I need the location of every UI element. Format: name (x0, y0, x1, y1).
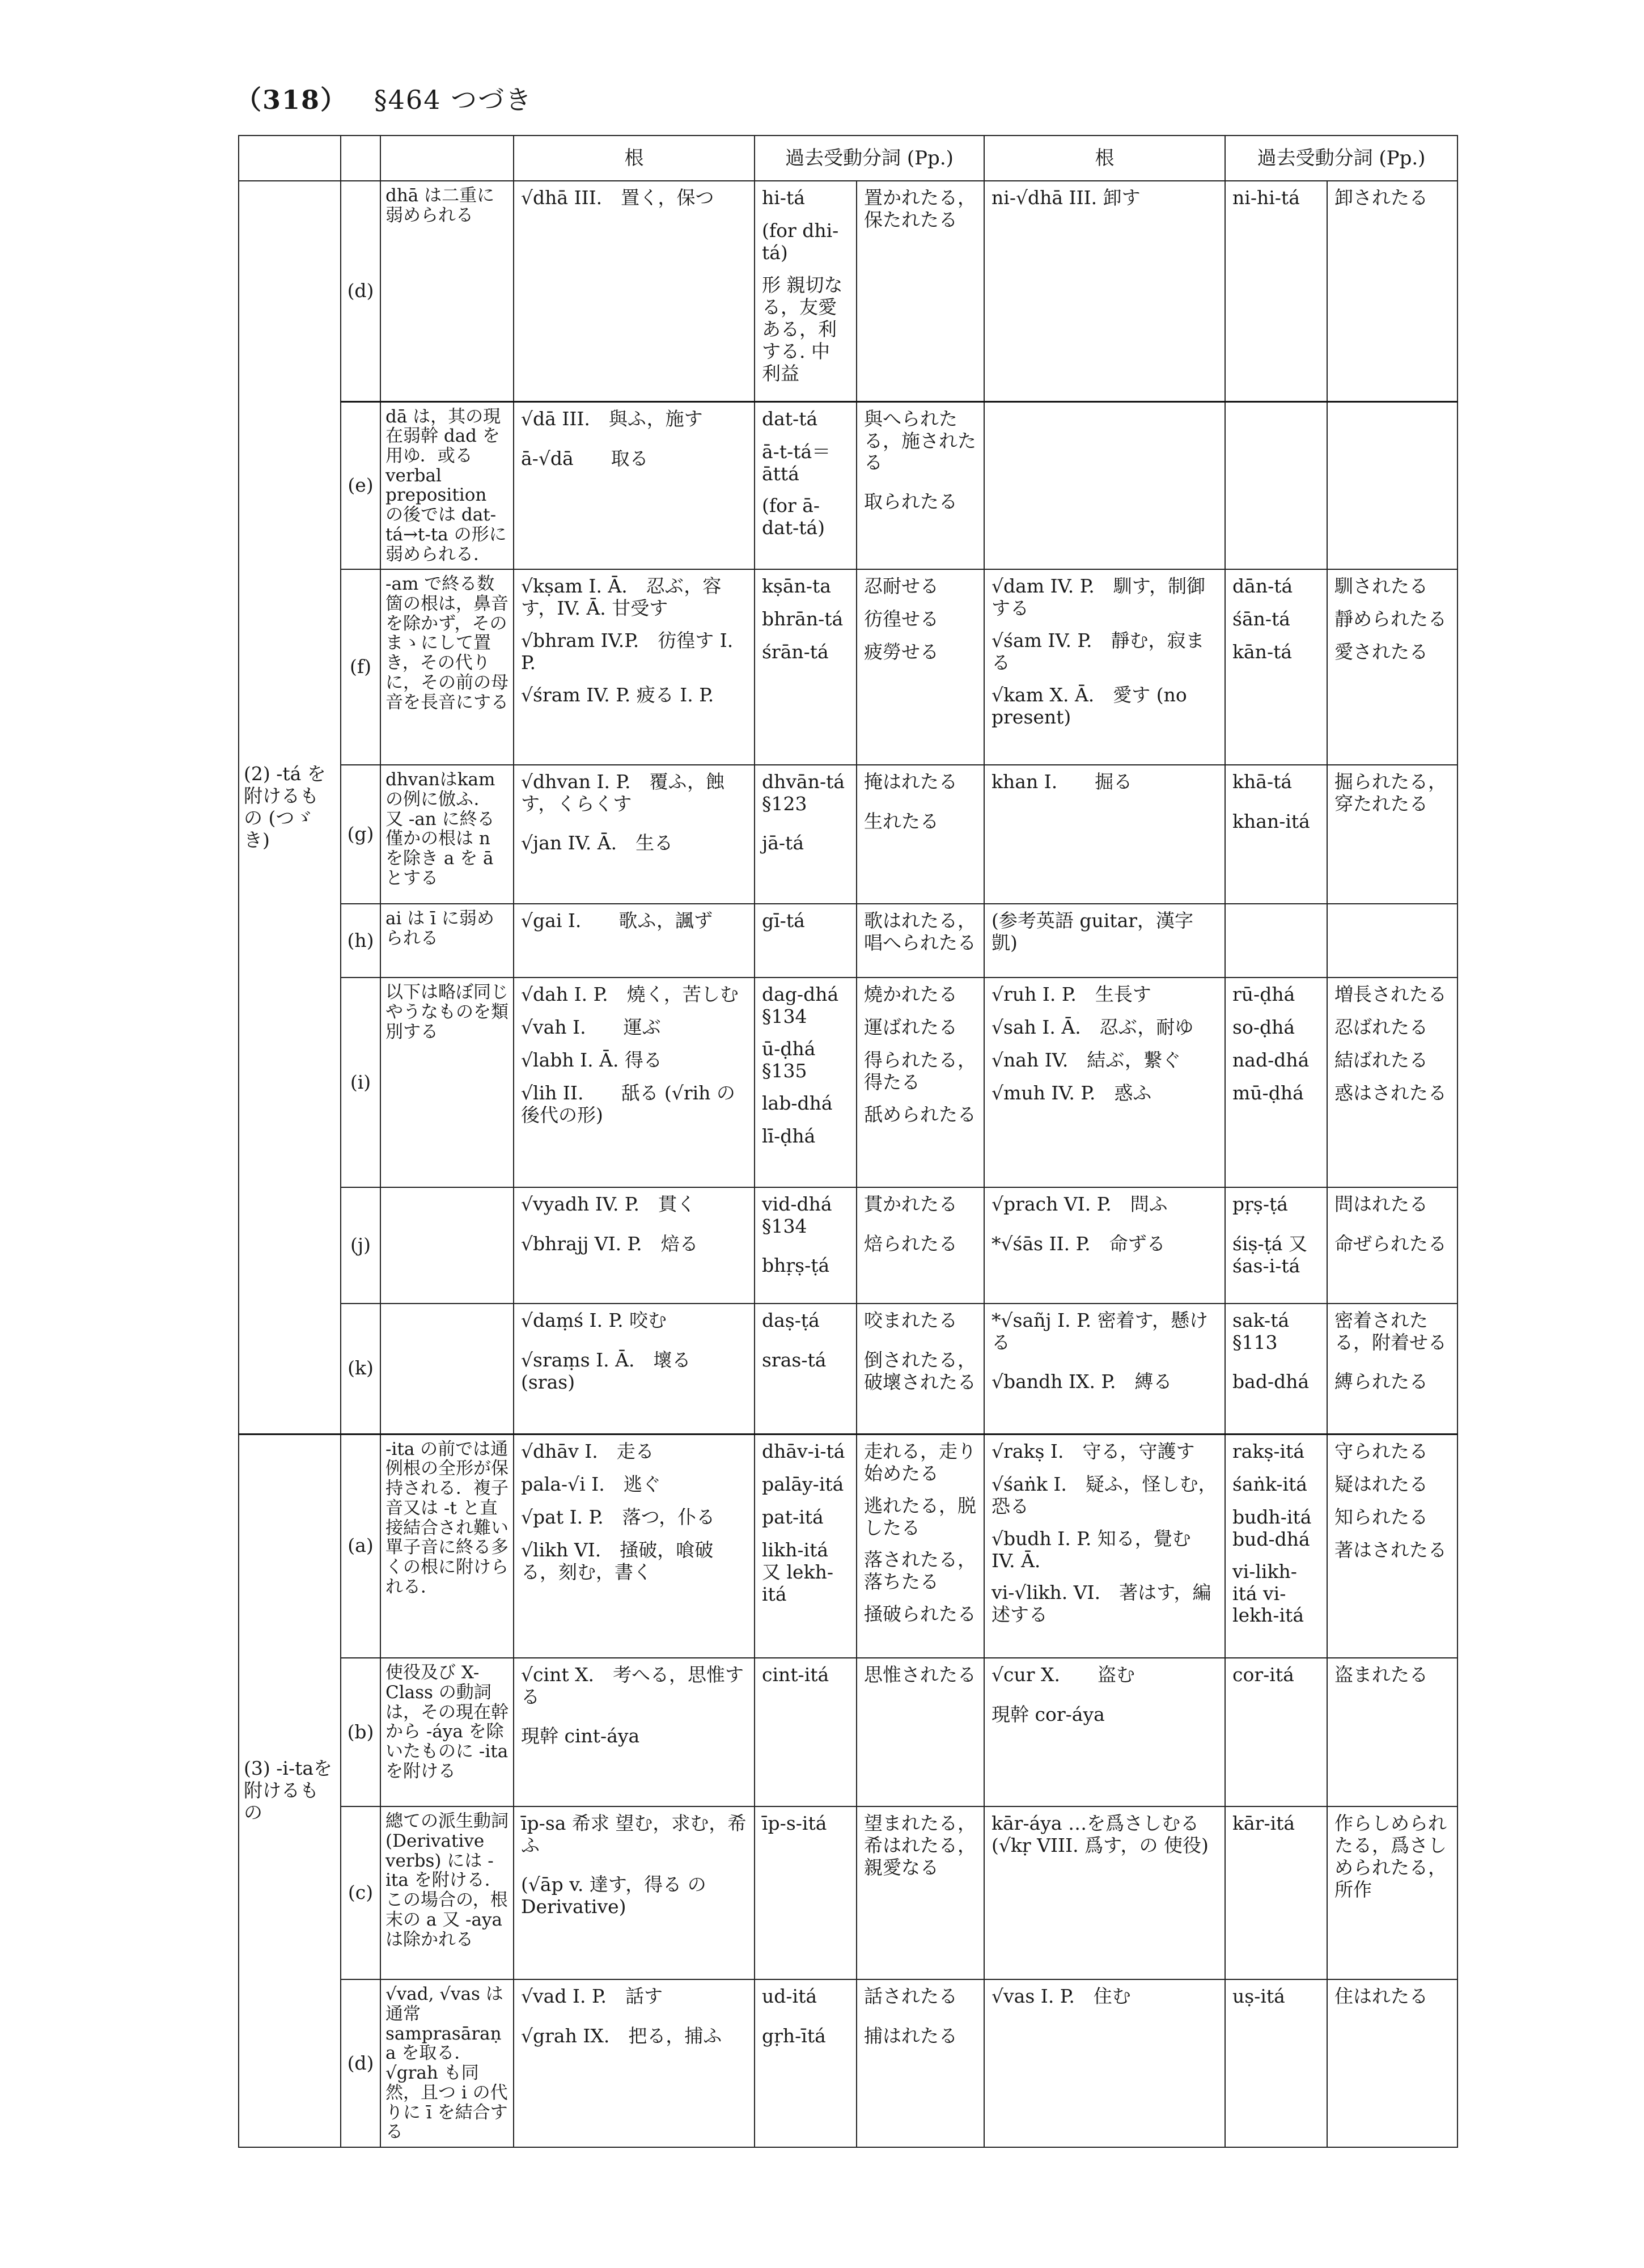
mean-cell (1327, 978, 1457, 1187)
root-cell (514, 1658, 755, 1806)
cell-entry: rū-ḍhá (1232, 983, 1295, 1006)
subsection-label: (k) (341, 1304, 380, 1434)
cell-entry: kār-áya …を爲さしむる (√kṛ VIII. 爲す，の 使役) (992, 1812, 1209, 1857)
pp-cell (1225, 401, 1327, 569)
rule-note: dā は，其の現在弱幹 dad を用ゆ．或る verbal preposition の後では dat-tá→t-ta の形に弱められる． (380, 401, 514, 569)
cell-entry: 惑はされたる (1334, 1082, 1447, 1105)
pp-cell (755, 978, 857, 1187)
subsection-label: (f) (341, 569, 380, 765)
subsection-label: (d) (341, 181, 380, 401)
rule-note: ai は ī に弱められる (380, 904, 514, 978)
cell-entry: √cint X. 考へる，思惟する (521, 1664, 744, 1708)
subsection-label: (g) (341, 765, 380, 904)
cell-entry: ud-itá (762, 1985, 817, 2008)
cell-entry: √vas I. P. 住む (992, 1985, 1131, 2008)
cell-entry: mū-ḍhá (1232, 1082, 1304, 1105)
mean-cell (857, 1434, 984, 1658)
pp-cell (755, 181, 857, 401)
cell-entry: pṛṣ-ṭá (1232, 1193, 1288, 1216)
subsection-label: (h) (341, 904, 380, 978)
cell-entry: 命ぜられたる (1334, 1233, 1447, 1255)
cell-entry: ā-√dā 取る (521, 447, 649, 469)
pp-cell (755, 1979, 857, 2147)
cell-entry: palāy-itá (762, 1472, 844, 1495)
table-row (239, 1806, 1457, 1979)
mean-cell (857, 1187, 984, 1304)
table-header-row (239, 136, 1457, 181)
cell-entry: cint-itá (762, 1664, 829, 1686)
subsection-label: (c) (341, 1806, 380, 1979)
cell-entry: ni-hi-tá (1232, 187, 1300, 209)
pp-cell (755, 1187, 857, 1304)
root-cell (984, 401, 1225, 569)
cell-entry: 増長されたる (1334, 983, 1447, 1006)
cell-entry: √jan IV. Ā. 生る (521, 832, 673, 854)
cell-entry: rakṣ-itá (1232, 1440, 1305, 1462)
mean-cell (857, 978, 984, 1187)
pp-cell (755, 1304, 857, 1434)
pp-cell (755, 904, 857, 978)
cell-entry: budh-itá bud-dhá (1232, 1505, 1312, 1550)
cell-entry: 守られたる (1334, 1440, 1429, 1462)
pp-cell (1225, 1187, 1327, 1304)
mean-cell (1327, 1979, 1457, 2147)
cell-entry: pat-itá (762, 1505, 824, 1528)
mean-cell (1327, 765, 1457, 904)
root-cell (984, 1187, 1225, 1304)
cell-entry: (for dhi-tá) (762, 219, 839, 264)
cell-entry: dhvān-tá §123 (762, 771, 845, 815)
cell-entry: 舐められたる (864, 1103, 976, 1126)
table-row (239, 978, 1457, 1187)
root-cell (514, 1304, 755, 1434)
cell-entry: √muh IV. P. 惑ふ (992, 1082, 1152, 1105)
cell-entry: dag-dhá §134 (762, 983, 839, 1028)
subsection-label: (e) (341, 401, 380, 569)
cell-entry: 生れたる (864, 810, 939, 833)
column-header: 過去受動分詞 (Pp.) (755, 136, 984, 181)
mean-cell (1327, 181, 1457, 401)
cell-entry: ū-ḍhá §135 (762, 1038, 816, 1082)
cell-entry: √vyadh IV. P. 貫く (521, 1193, 696, 1216)
cell-entry: 取られたる (864, 490, 957, 513)
cell-entry: khan-itá (1232, 810, 1310, 833)
mean-cell (857, 1806, 984, 1979)
cell-entry: 現幹 cint-áya (521, 1725, 640, 1747)
table-row (239, 181, 1457, 401)
cell-entry: 著はされたる (1334, 1538, 1447, 1561)
rule-note: √vad, √vas は通常 samprasāraṇa を取る．√grah も同然，且つ i の代りに ī を結合する (380, 1979, 514, 2147)
mean-cell (1327, 1434, 1457, 1658)
cell-entry: 逃れたる，脱したる (864, 1494, 976, 1539)
root-cell (514, 978, 755, 1187)
cell-entry: 掩はれたる (864, 771, 957, 793)
cell-entry: √dā III. 與ふ，施す (521, 407, 703, 430)
pp-cell (1225, 569, 1327, 765)
rule-note: dhvanはkamの例に倣ふ．又 -an に終る僅かの根は n を除き a を ā とする (380, 765, 514, 904)
cell-entry: 焙られたる (864, 1233, 957, 1255)
root-cell (514, 181, 755, 401)
column-header: 根 (984, 136, 1225, 181)
cell-entry: gī-tá (762, 909, 805, 932)
cell-entry: 運ばれたる (864, 1016, 957, 1039)
cell-entry: (参考英語 guitar，漢字 凱) (992, 909, 1194, 954)
cell-entry: √pat I. P. 落つ，仆る (521, 1505, 715, 1528)
cell-entry: śaṅk-itá (1232, 1472, 1307, 1495)
cell-entry: 得られたる，得たる (864, 1049, 976, 1094)
cell-entry: 咬まれたる (864, 1309, 957, 1332)
pp-cell (755, 1434, 857, 1658)
subsection-label: (b) (341, 1658, 380, 1806)
cell-entry: 忍ばれたる (1334, 1016, 1429, 1039)
root-cell (514, 1434, 755, 1658)
root-cell (514, 904, 755, 978)
cell-entry: śrān-tá (762, 641, 829, 663)
participle-table (238, 135, 1458, 2148)
cell-entry: vid-dhá §134 (762, 1193, 832, 1238)
cell-entry: √dah I. P. 燒く，苦しむ (521, 983, 739, 1006)
table-row (239, 1304, 1457, 1434)
cell-entry: 與へられたる，施されたる (864, 407, 976, 474)
cell-entry: 問はれたる (1334, 1193, 1429, 1216)
pp-cell (755, 569, 857, 765)
pp-cell (1225, 904, 1327, 978)
cell-entry: lab-dhá (762, 1091, 833, 1114)
rule-note (380, 1187, 514, 1304)
mean-cell (1327, 1658, 1457, 1806)
cell-entry: ā-t-tá＝āttá (762, 440, 831, 485)
cell-entry: dhāv-i-tá (762, 1440, 845, 1462)
cell-entry: īp-sa 希求 望む，求む，希ふ (521, 1812, 747, 1857)
table-row (239, 1658, 1457, 1806)
cell-entry: vi-√likh. VI. 著はす，編述する (992, 1581, 1211, 1626)
cell-entry: √sraṃs I. Ā. 壞る (sras) (521, 1349, 691, 1394)
subsection-label: (d) (341, 1979, 380, 2147)
cell-entry: √lih II. 舐る (√rih の後代の形) (521, 1082, 735, 1127)
cell-entry: 靜められたる (1334, 608, 1447, 631)
cell-entry: so-ḍhá (1232, 1016, 1295, 1039)
cell-entry: bad-dhá (1232, 1370, 1310, 1393)
cell-entry: √nah IV. 結ぶ，繋ぐ (992, 1049, 1181, 1072)
cell-entry: √sah I. Ā. 忍ぶ，耐ゆ (992, 1016, 1194, 1039)
pp-cell (755, 401, 857, 569)
table-row (239, 401, 1457, 569)
root-cell (984, 1434, 1225, 1658)
rule-note: dhā は二重に弱められる (380, 181, 514, 401)
cell-entry: √kam X. Ā. 愛す (no present) (992, 684, 1187, 728)
cell-entry: √rakṣ I. 守る，守護す (992, 1440, 1195, 1462)
cell-entry: 愛されたる (1334, 641, 1429, 663)
root-cell (514, 1806, 755, 1979)
cell-entry: *√sañj I. P. 密着す，懸ける (992, 1309, 1208, 1354)
rule-note: -ita の前では通例根の全形が保持される．複子音又は -t と直接結合され難い單子音に終る多くの根に附けられる． (380, 1434, 514, 1658)
cell-entry: √gai I. 歌ふ，諷ず (521, 909, 713, 932)
mean-cell (857, 569, 984, 765)
cell-entry: sras-tá (762, 1349, 827, 1372)
cell-entry: bhṛṣ-ṭá (762, 1254, 830, 1277)
cell-entry: 知られたる (1334, 1505, 1429, 1528)
cell-entry: √dhvan I. P. 覆ふ，蝕す，くらくす (521, 771, 725, 815)
cell-entry: 疲勞せる (864, 641, 939, 663)
cell-entry: 縛られたる (1334, 1370, 1429, 1393)
cell-entry: √dam IV. P. 馴す，制御する (992, 575, 1206, 620)
cell-entry: 形 親切なる，友愛ある，利する. 中 利益 (762, 273, 843, 384)
cell-entry: sak-tá §113 (1232, 1309, 1290, 1354)
cell-entry: khā-tá (1232, 771, 1293, 793)
mean-cell (857, 1979, 984, 2147)
cell-entry: likh-itá 又 lekh-itá (762, 1538, 833, 1605)
cell-entry: śān-tá (1232, 608, 1290, 631)
cell-entry: jā-tá (762, 832, 804, 854)
cell-entry: 燒かれたる (864, 983, 957, 1006)
cell-entry: √vad I. P. 話す (521, 1985, 663, 2008)
cell-entry: vi-likh-itá vi-lekh-itá (1232, 1560, 1304, 1627)
pp-cell (1225, 978, 1327, 1187)
mean-cell (1327, 569, 1457, 765)
cell-entry: khan I. 掘る (992, 771, 1133, 793)
cell-entry: √śaṅk I. 疑ふ，怪しむ，恐る (992, 1472, 1217, 1517)
rule-note: 總ての派生動詞 (Derivative verbs) には -ita を附ける．この場合の，根末の a 又 -aya は除かれる (380, 1806, 514, 1979)
mean-cell (1327, 401, 1457, 569)
mean-cell (1327, 1304, 1457, 1434)
root-cell (984, 181, 1225, 401)
cell-entry: √vah I. 運ぶ (521, 1016, 661, 1039)
cell-entry: 捕はれたる (864, 2025, 957, 2047)
cell-entry: 卸されたる (1334, 187, 1429, 209)
mean-cell (857, 1658, 984, 1806)
root-cell (984, 569, 1225, 765)
rule-note (380, 1304, 514, 1434)
cell-entry: 住はれたる (1334, 1985, 1429, 2008)
mean-cell (1327, 1806, 1457, 1979)
cell-entry: lī-ḍhá (762, 1124, 816, 1147)
section-2-label: (2) -tá を附けるもの (つゞき) (239, 181, 341, 1434)
rule-note: -am で終る数箇の根は，鼻音を除かず，そのまゝにして置き，その代りに，その前の母音を長音にする (380, 569, 514, 765)
cell-entry: √dhāv I. 走る (521, 1440, 654, 1462)
cell-entry: √labh I. Ā. 得る (521, 1049, 662, 1072)
cell-entry: 作らしめられたる，爲さしめられたる，所作 (1334, 1812, 1447, 1901)
cell-entry: dān-tá (1232, 575, 1293, 598)
cell-entry: cor-itá (1232, 1664, 1294, 1686)
cell-entry: 現幹 cor-áya (992, 1703, 1105, 1726)
subsection-label: (i) (341, 978, 380, 1187)
root-cell (984, 1304, 1225, 1434)
subsection-label: (j) (341, 1187, 380, 1304)
cell-entry: 倒されたる，破壞されたる (864, 1349, 976, 1394)
cell-entry: ni-√dhā III. 卸す (992, 187, 1141, 209)
cell-entry: √bhrajj VI. P. 焙る (521, 1233, 698, 1255)
cell-entry: īp-s-itá (762, 1812, 827, 1835)
cell-entry: 思惟されたる (864, 1664, 976, 1686)
page-header (235, 79, 532, 117)
cell-entry: dat-tá (762, 407, 818, 430)
cell-entry: kṣān-ta (762, 575, 831, 598)
table-row (239, 569, 1457, 765)
pp-cell (755, 1806, 857, 1979)
mean-cell (857, 765, 984, 904)
cell-entry: 盗まれたる (1334, 1664, 1429, 1686)
cell-entry: 掘られたる，穿たれたる (1334, 771, 1447, 815)
pp-cell (1225, 1806, 1327, 1979)
pp-cell (1225, 1304, 1327, 1434)
root-cell (514, 1979, 755, 2147)
cell-entry: 歌はれたる，唱へられたる (864, 909, 976, 954)
column-header: 根 (514, 136, 755, 181)
cell-entry: nad-dhá (1232, 1049, 1310, 1072)
cell-entry: (√āp v. 達す，得る の Derivative) (521, 1873, 706, 1918)
cell-entry: 貫かれたる (864, 1193, 957, 1216)
mean-cell (1327, 904, 1457, 978)
cell-entry: √bandh IX. P. 縛る (992, 1370, 1172, 1393)
cell-entry: √ruh I. P. 生長す (992, 983, 1151, 1006)
mean-cell (857, 181, 984, 401)
cell-entry: 疑はれたる (1334, 1472, 1429, 1495)
root-cell (514, 401, 755, 569)
cell-entry: √śram IV. P. 疲る I. P. (521, 684, 714, 706)
cell-entry: *√śās II. P. 命ずる (992, 1233, 1166, 1255)
cell-entry: 望まれたる，希はれたる，親愛なる (864, 1812, 976, 1879)
cell-entry: bhrān-tá (762, 608, 844, 631)
subsection-label: (a) (341, 1434, 380, 1658)
cell-entry: śiṣ-ṭá 又 śas-i-tá (1232, 1233, 1308, 1277)
table-row (239, 765, 1457, 904)
root-cell (984, 1658, 1225, 1806)
cell-entry: 走れる，走り始めたる (864, 1440, 976, 1484)
pp-cell (755, 765, 857, 904)
table-row (239, 904, 1457, 978)
cell-entry: uṣ-itá (1232, 1985, 1285, 2008)
cell-entry: √bhram IV.P. 彷徨す I. P. (521, 629, 734, 674)
cell-entry: √daṃś I. P. 咬む (521, 1309, 667, 1332)
cell-entry: kār-itá (1232, 1812, 1295, 1835)
table-row (239, 1979, 1457, 2147)
cell-entry: √likh VI. 掻破，喰破る，刻む，書く (521, 1538, 714, 1583)
cell-entry: 馴されたる (1334, 575, 1429, 598)
cell-entry: √cur X. 盗む (992, 1664, 1135, 1686)
table-row (239, 1434, 1457, 1658)
cell-entry: kān-tá (1232, 641, 1293, 663)
pp-cell (1225, 1658, 1327, 1806)
root-cell (984, 765, 1225, 904)
cell-entry: √kṣam I. Ā. 忍ぶ，容す，IV. Ā. 甘受す (521, 575, 722, 620)
cell-entry: pala-√i I. 逃ぐ (521, 1472, 661, 1495)
pp-cell (755, 1658, 857, 1806)
root-cell (514, 569, 755, 765)
cell-entry: √budh I. P. 知る，覺む IV. Ā. (992, 1527, 1191, 1572)
cell-entry: 掻破られたる (864, 1603, 976, 1626)
cell-entry: (for ā-dat-tá) (762, 494, 825, 539)
cell-entry: gṛh-ītá (762, 2025, 826, 2047)
rule-note: 使役及び X-Class の動詞は，その現在幹から -áya を除いたものに -ita を附ける (380, 1658, 514, 1806)
pp-cell (1225, 765, 1327, 904)
pp-cell (1225, 1979, 1327, 2147)
root-cell (514, 765, 755, 904)
root-cell (984, 978, 1225, 1187)
root-cell (984, 1806, 1225, 1979)
cell-entry: 結ばれたる (1334, 1049, 1429, 1072)
cell-entry: √dhā III. 置く，保つ (521, 187, 714, 209)
root-cell (984, 1979, 1225, 2147)
section-3-label: (3) -i-taを附けるもの (239, 1434, 341, 2147)
pp-cell (1225, 181, 1327, 401)
cell-entry: 彷徨せる (864, 608, 939, 631)
mean-cell (857, 1304, 984, 1434)
mean-cell (1327, 1187, 1457, 1304)
root-cell (514, 1187, 755, 1304)
section-title: §464 つづき (374, 84, 533, 115)
pp-cell (1225, 1434, 1327, 1658)
page-number: （318） (235, 84, 348, 115)
cell-entry: hi-tá (762, 187, 805, 209)
rule-note: 以下は略ぼ同じやうなものを類別する (380, 978, 514, 1187)
cell-entry: 置かれたる，保たれたる (864, 187, 976, 231)
cell-entry: √prach VI. P. 問ふ (992, 1193, 1168, 1216)
cell-entry: √grah IX. 把る，捕ふ (521, 2025, 722, 2047)
column-header: 過去受動分詞 (Pp.) (1225, 136, 1457, 181)
cell-entry: √śam IV. P. 靜む，寂まる (992, 629, 1205, 674)
cell-entry: 忍耐せる (864, 575, 939, 598)
table-row (239, 1187, 1457, 1304)
cell-entry: 落されたる，落ちたる (864, 1548, 976, 1593)
cell-entry: daṣ-ṭá (762, 1309, 820, 1332)
cell-entry: 密着されたる，附着せる (1334, 1309, 1447, 1354)
cell-entry: 話されたる (864, 1985, 957, 2008)
mean-cell (857, 401, 984, 569)
root-cell (984, 904, 1225, 978)
mean-cell (857, 904, 984, 978)
